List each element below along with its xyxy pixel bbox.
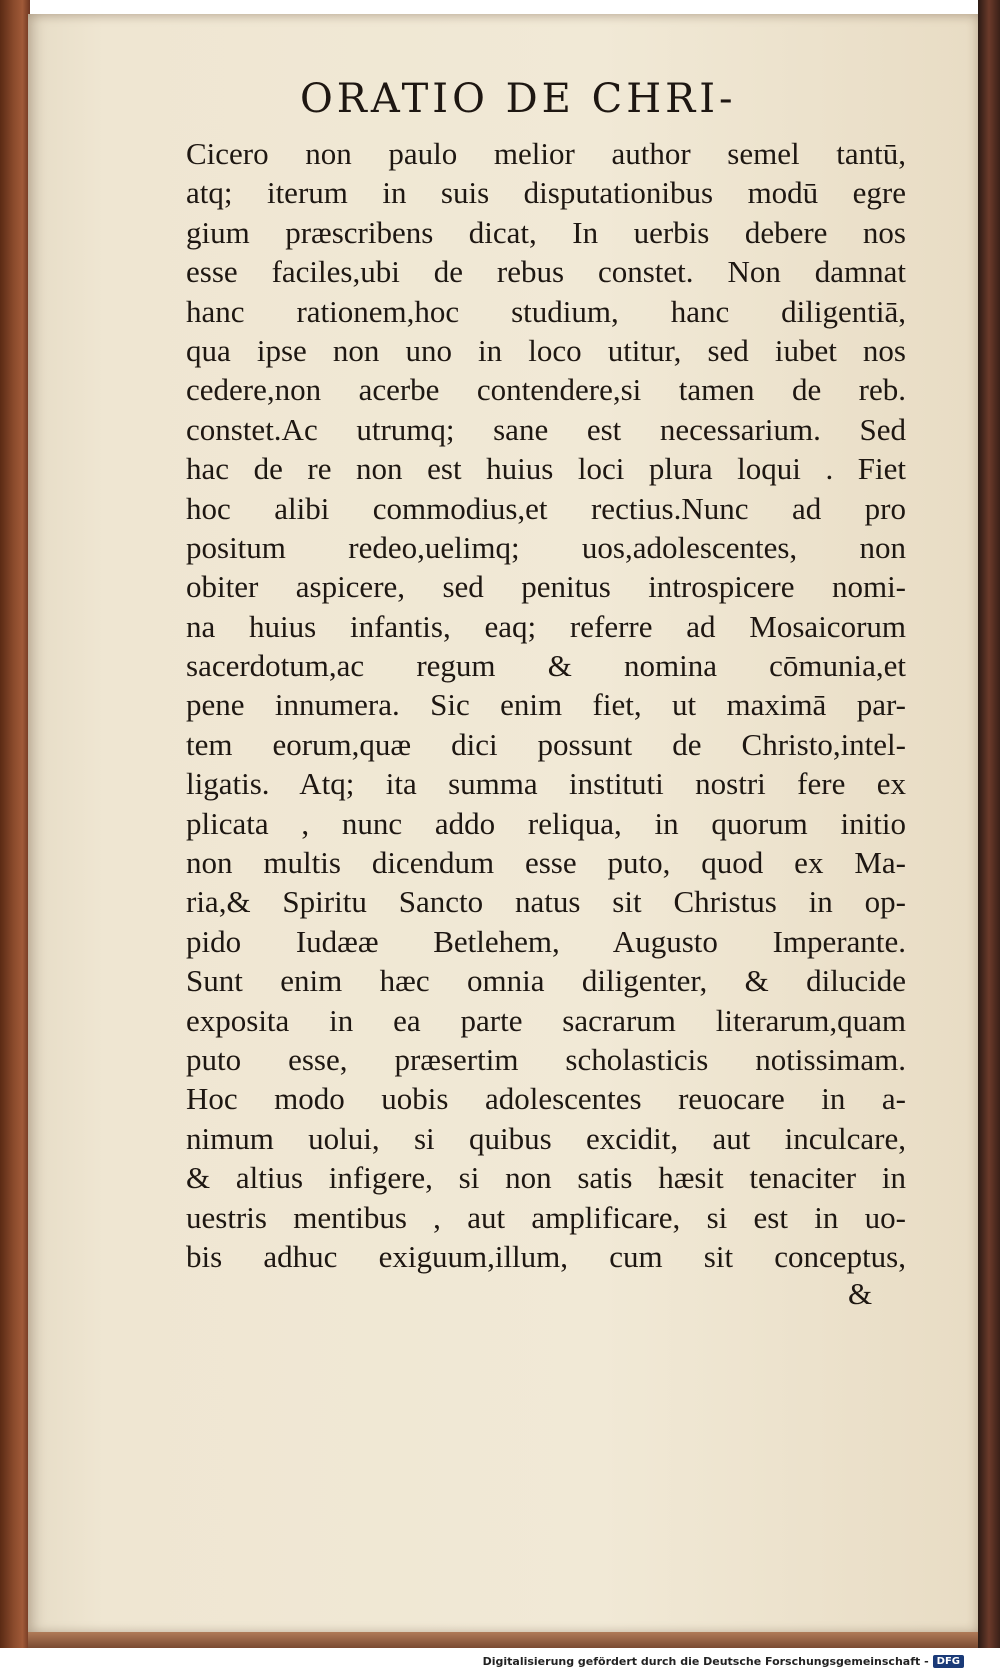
text-line: puto esse, præsertim scholasticis notissimam. <box>186 1041 906 1077</box>
text-line: qua ipse non uno in loco utitur, sed iubet nos <box>186 332 906 368</box>
text-line: exposita in ea parte sacrarum literarum,quam <box>186 1002 906 1038</box>
text-line: & altius infigere, si non satis hæsit tenaciter in <box>186 1160 906 1196</box>
text-line: bis adhuc exiguum,illum, cum sit conceptus, <box>186 1238 906 1274</box>
running-title: ORATIO DE CHRI- <box>300 76 737 122</box>
text-line: Sunt enim hæc omnia diligenter, & dilucide <box>186 963 906 999</box>
dfg-logo-icon: DFG <box>933 1655 964 1668</box>
text-line: hoc alibi commodius,et rectius.Nunc ad pro <box>186 490 906 526</box>
body-text <box>186 134 906 1276</box>
catchword: & <box>848 1276 873 1311</box>
funding-credit: Digitalisierung gefördert durch die Deutsche Forschungsgemeinschaft - <box>482 1654 929 1668</box>
text-line: atq; iterum in suis disputationibus modū egre <box>186 175 906 211</box>
text-line: cedere,non acerbe contendere,si tamen de reb. <box>186 372 906 408</box>
text-line: ria,& Spiritu Sancto natus sit Christus in op- <box>186 884 906 920</box>
text-line: Hoc modo uobis adolescentes reuocare in a- <box>186 1081 906 1117</box>
text-line: hac de re non est huius loci plura loqui . Fiet <box>186 451 906 487</box>
text-line: nimum uolui, si quibus excidit, aut inculcare, <box>186 1120 906 1156</box>
text-line: na huius infantis, eaq; referre ad Mosaicorum <box>186 608 906 644</box>
text-line: sacerdotum,ac regum & nomina cōmunia,et <box>186 648 906 684</box>
text-line: Cicero non paulo melior author semel tantū, <box>186 136 906 171</box>
text-line: constet.Ac utrumq; sane est necessarium. Sed <box>186 411 906 447</box>
text-line: uestris mentibus , aut amplificare, si est in uo- <box>186 1199 906 1235</box>
text-line: positum redeo,uelimq; uos,adolescentes, non <box>186 529 906 565</box>
text-line: esse faciles,ubi de rebus constet. Non damnat <box>186 254 906 290</box>
text-line: non multis dicendum esse puto, quod ex Ma- <box>186 845 906 881</box>
text-line: obiter aspicere, sed penitus introspicere nomi- <box>186 569 906 605</box>
book-binding-left <box>0 0 30 1648</box>
text-line: hanc rationem,hoc studium, hanc diligentiā, <box>186 293 906 329</box>
text-line: pido Iudææ Betlehem, Augusto Imperante. <box>186 923 906 959</box>
page-edge-bottom <box>28 1632 980 1648</box>
text-line: tem eorum,quæ dici possunt de Christo,intel- <box>186 726 906 762</box>
text-line: pene innumera. Sic enim fiet, ut maximā par- <box>186 687 906 723</box>
text-line: plicata , nunc addo reliqua, in quorum initio <box>186 805 906 841</box>
text-line: gium præscribens dicat, In uerbis debere nos <box>186 214 906 250</box>
text-line: ligatis. Atq; ita summa instituti nostri fere ex <box>186 766 906 802</box>
digitization-footer <box>483 1653 964 1669</box>
book-board-right <box>978 0 1000 1648</box>
